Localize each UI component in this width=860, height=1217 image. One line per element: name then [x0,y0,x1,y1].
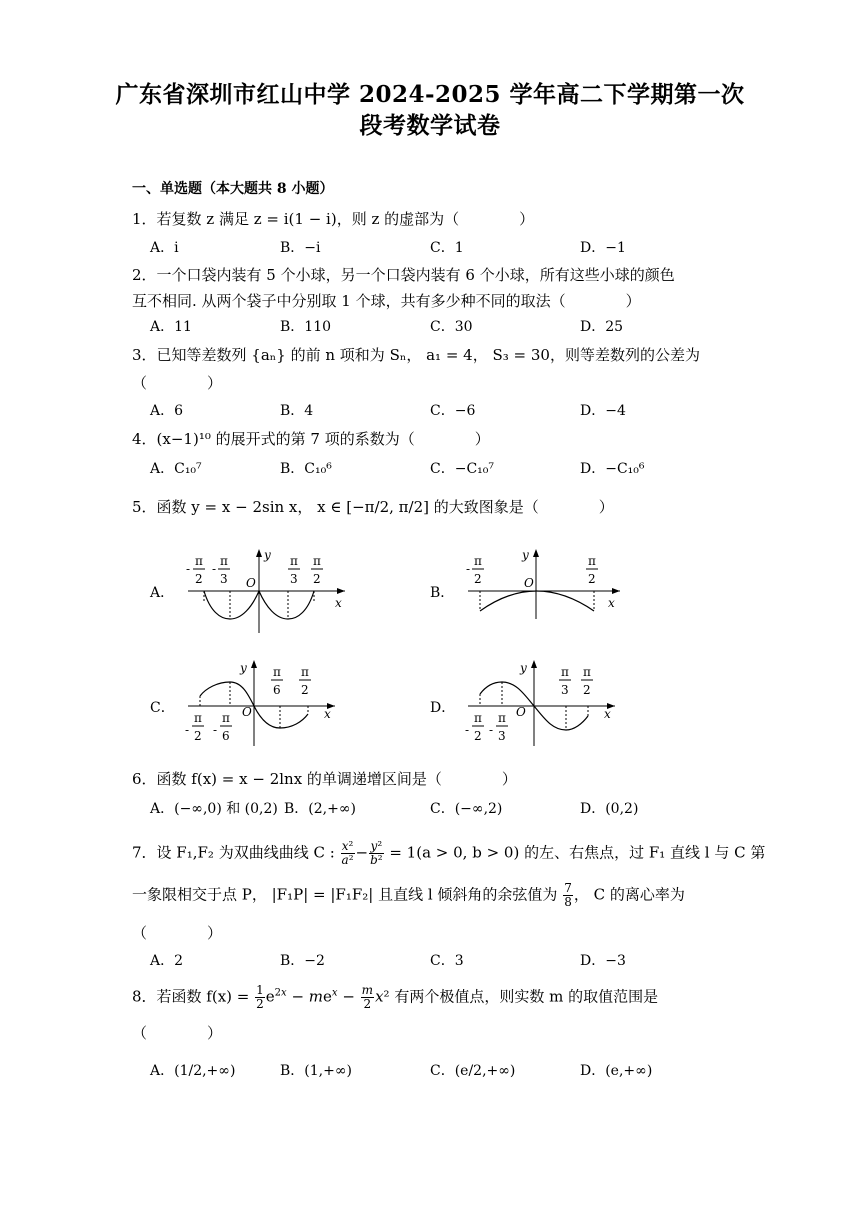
q6-option-d: D．(0,2) [580,801,639,817]
graph-c-x-label: x [324,707,331,721]
q5-label-c: C． [150,700,175,716]
q6-option-c: C．(−∞,2) [430,801,503,817]
q7-option-c: C．3 [430,953,464,969]
q4-option-c: C．−C₁₀⁷ [430,461,494,477]
q3-option-d: D．−4 [580,403,626,419]
q5-text-post: 的大致图象是（ ） [428,498,614,516]
question-8-line2: （ ） [132,1024,223,1042]
graph-a-origin: O [246,576,256,590]
svg-text:π: π [583,665,591,679]
graph-d-y-label: y [520,661,527,675]
svg-text:2: 2 [583,683,591,697]
q4-option-d: D．−C₁₀⁶ [580,461,645,477]
q7-line2-post: ， C 的离心率为 [573,885,685,904]
graph-a-x-label: x [335,596,342,610]
graph-c [180,658,355,750]
svg-text:2: 2 [474,572,482,586]
question-3-line2: （ ） [132,374,223,392]
q7-cos-numerator: 7 [564,881,572,895]
graph-d-origin: O [516,705,526,719]
svg-text:π: π [194,711,202,725]
q5-label-d: D． [430,700,456,716]
svg-text:π: π [195,554,203,568]
graph-b-origin: O [524,576,534,590]
svg-text:-: - [185,723,190,737]
svg-text:π: π [290,554,298,568]
svg-text:π: π [474,554,482,568]
q2-option-b: B．110 [280,319,332,335]
q5-label-a: A． [150,585,175,601]
svg-text:π: π [498,711,506,725]
q7-option-b: B．−2 [280,953,325,969]
svg-text:π: π [301,665,309,679]
q7-option-a: A．2 [150,953,184,969]
q8-option-c: C．(e/2,+∞) [430,1063,516,1079]
q3-option-c: C．−6 [430,403,476,419]
q7-line1-pre: 7．设 F₁,F₂ 为双曲线曲线 C : [132,843,340,862]
page-title-line2: 段考数学试卷 [359,112,501,139]
question-6: 6．函数 f(x) = x − 2lnx 的单调递增区间是（ ） [132,770,517,788]
svg-text:3: 3 [498,729,506,743]
q8-option-b: B．(1,+∞) [280,1063,352,1079]
q1-option-b: B．−i [280,240,321,256]
svg-text:3: 3 [220,572,228,586]
question-4: 4．(x−1)¹⁰ 的展开式的第 7 项的系数为（ ） [132,430,490,448]
graph-b-y-label: y [522,548,529,562]
q5-text-pre: 5．函数 y = x − 2sin x， x ∈ [132,498,347,516]
q4-option-b: B．C₁₀⁶ [280,461,332,477]
q7-line2-pre: 一象限相交于点 P， |F₁P| = |F₁F₂| 且直线 l 倾斜角的余弦值为 [132,885,563,904]
q2-option-a: A．11 [150,319,192,335]
svg-text:2: 2 [195,572,203,586]
question-7-line2 [132,882,685,909]
svg-text:-: - [466,562,471,576]
q3-option-a: A．6 [150,403,184,419]
graph-a [180,545,355,635]
graph-d-x-label: x [604,707,611,721]
svg-text:-: - [489,723,494,737]
q7-cos-denominator: 8 [564,895,572,909]
question-5 [132,496,614,517]
question-3-line1: 3．已知等差数列 {aₙ} 的前 n 项和为 Sₙ， a₁ = 4， S₃ = 30，则等差数列的公差为 [132,346,700,364]
question-7-line3: （ ） [132,924,223,942]
svg-text:2: 2 [301,683,309,697]
graph-b [460,545,635,620]
question-2-line2: 互不相同. 从两个袋子中分别取 1 个球，共有多少种不同的取法（ ） [132,292,641,310]
svg-text:2: 2 [588,572,596,586]
question-1: 1．若复数 z 满足 z = i(1 − i)，则 z 的虚部为（ ） [132,210,535,228]
q1-option-d: D．−1 [580,240,626,256]
svg-text:-: - [465,723,470,737]
q8-line1-post: 有两个极值点，则实数 m 的取值范围是 [389,987,659,1006]
question-7-line1: 7．设 F₁,F₂ 为双曲线曲线 C : $\frac{\text{x²}}{\text{a²}}$ − $\frac{\text{y²}}{\text{b²}}$ = 1(a > 0, b > 0) 的左、右焦点，过 F₁ 直线 l 与 C 第 [132,839,766,867]
svg-text:π: π [273,665,281,679]
svg-text:2: 2 [194,729,202,743]
svg-text:-: - [213,723,218,737]
svg-text:π: π [313,554,321,568]
svg-text:2: 2 [313,572,321,586]
question-8-line1: 8．若函数 f(x) = $\frac{1}{2}$ $e^{2x} - me^x$ − $\frac{m}{2}$ x² 有两个极值点，则实数 m 的取值范围是 [132,983,659,1011]
graph-d [460,658,635,750]
page-title-line1: 广东省深圳市红山中学 2024-2025 学年高二下学期第一次 [115,81,745,108]
svg-text:2: 2 [474,729,482,743]
q7-line1-post: = 1(a > 0, b > 0) 的左、右焦点，过 F₁ 直线 l 与 C 第 [384,843,766,862]
q1-option-c: C．1 [430,240,464,256]
q3-option-b: B．4 [280,403,314,419]
q6-option-b: B．(2,+∞) [284,801,356,817]
q2-option-c: C．30 [430,319,473,335]
q2-option-d: D．25 [580,319,624,335]
graph-c-origin: O [242,705,252,719]
svg-text:-: - [212,562,217,576]
svg-text:π: π [474,711,482,725]
svg-text:π: π [561,665,569,679]
section-heading: 一、单选题（本大题共 8 小题） [132,181,334,197]
svg-text:6: 6 [222,729,230,743]
svg-text:π: π [222,711,230,725]
q8-line1-pre: 8．若函数 f(x) = [132,987,255,1006]
graph-c-y-label: y [240,661,247,675]
q8-option-a: A．(1/2,+∞) [150,1063,236,1079]
graph-b-x-label: x [608,596,615,610]
svg-text:6: 6 [273,683,281,697]
svg-text:3: 3 [561,683,569,697]
question-2-line1: 2．一个口袋内装有 5 个小球，另一个口袋内装有 6 个小球，所有这些小球的颜色 [132,266,675,284]
svg-text:-: - [186,562,191,576]
q8-option-d: D．(e,+∞) [580,1063,653,1079]
q5-label-b: B． [430,585,455,601]
q6-option-a: A．(−∞,0) 和 (0,2) [150,801,278,817]
q1-option-a: A．i [150,240,179,256]
svg-text:π: π [588,554,596,568]
q5-interval: [−π/2, π/2] [346,498,429,516]
graph-a-y-label: y [264,548,271,562]
svg-text:π: π [220,554,228,568]
svg-text:3: 3 [290,572,298,586]
q4-option-a: A．C₁₀⁷ [150,461,202,477]
q7-option-d: D．−3 [580,953,626,969]
